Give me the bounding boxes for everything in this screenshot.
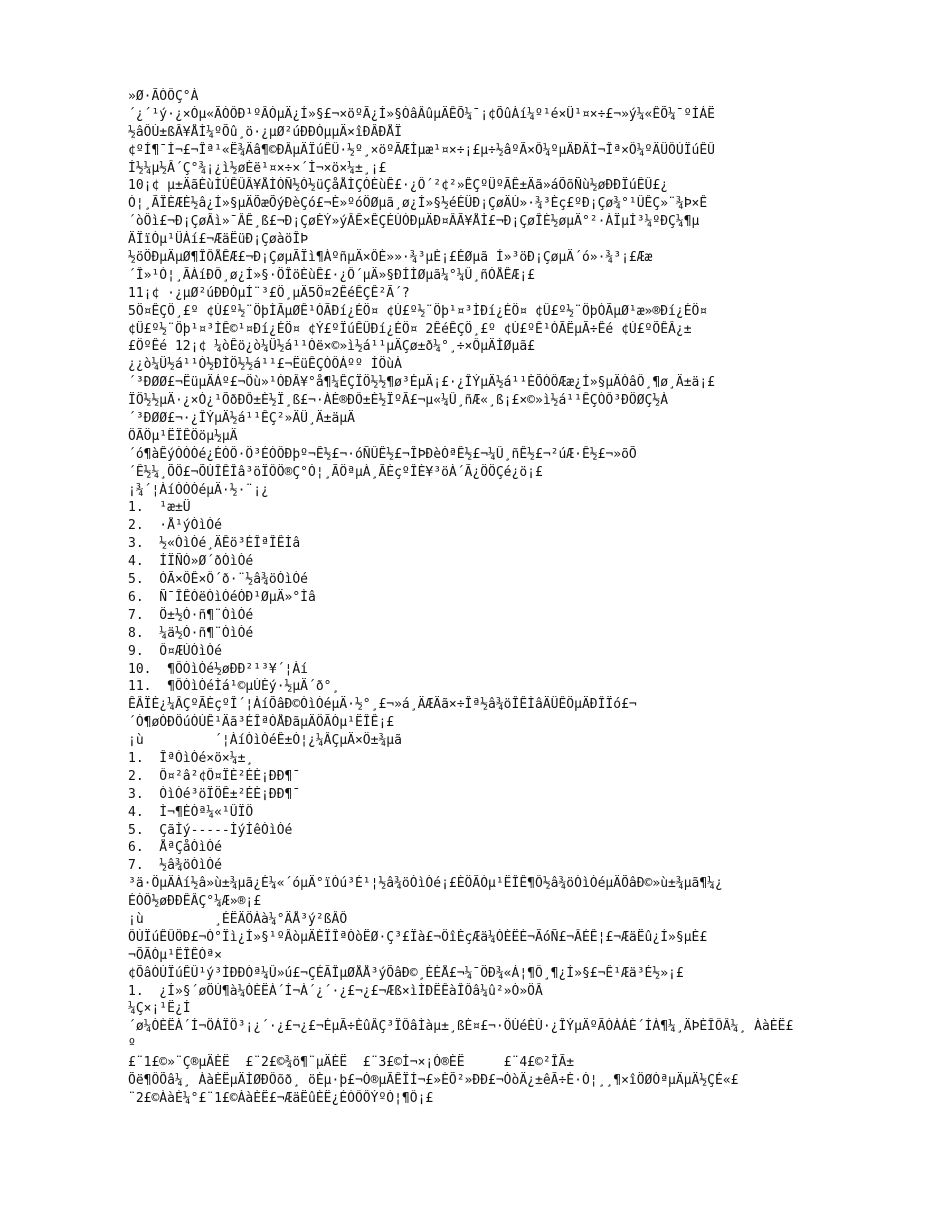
text-line: º <box>128 1037 136 1053</box>
text-line: 2. Ô¤²â²¢Ô¤ÏÈ²ÉÈ¡ÐÐ¶¯ <box>128 768 301 784</box>
text-line: ´ó¶àÊýÒÒÒé¿ÉÒÔ·Ö³ÉÒÔÐþº¬Ê½£¬·óÑÛÊ½£¬ÎÞÐèÒªÊ½£¬¼Û¸ñÊ½£¬²úÆ·Ê½£¬»õÕ <box>128 446 637 462</box>
text-line: ÄÏïÒµ¹ÜÀí£¬ÆäËüÐ¡ÇøàöÎÞ <box>128 232 309 248</box>
text-line: 11. ¶ÔÒìÒéÌá¹©µÚÈý·½µÄ´ð°¸ <box>128 679 340 695</box>
text-line: ´¿´¹ý·¿×Óµ«ÃÒÔÐ¹ºÂÒµÄ¿Í»§£¬×öºÃ¿Í»§ÒâÂûµÄÊÕ¼¯¡¢ÕûÀí¼º¹é×Ü¹¤×÷£¬»ý¼«ÊÕ¼¯ºÍÁË <box>128 106 715 122</box>
text-line: ¿¿ò¼Ü½á¹¹Ó½ÐÌÖ½½á¹¹£¬ËüÊÇÒÔÁºº ÍÖùÀ <box>128 357 402 373</box>
text-line: 11¡¢ ·¿µØ²úÐÐÒµÍ¨³£Ö¸µÄ5Ö¤2ÊéÊÇÊ²Ã´? <box>128 285 410 301</box>
text-line: ÊÂÏÈ¿¼ÂÇºÃÈçºÎ´¦ÀíÕâÐ©ÒìÒéµÄ·½°¸£¬»á¸ÄÆÄã×÷Îª½â¾öÎÊÌâÄÜÊÖµÄÐÎÏó£¬ <box>128 697 637 713</box>
text-line: ³ä·ÖµÄÀí½â»ù±¾µã¿É¼«´óµÄ°ïÓú³É¹¦½â¾öÒìÒé¡£ÈÖÃÒµ¹ËÎÊ¶Ô½â¾öÒìÒéµÄÕâÐ©»ù±¾µã¶¼¿ <box>128 876 723 892</box>
text-line: 1. ÎªÒìÒé×ö×¼±¸ <box>128 750 254 766</box>
text-line: ½âÔÚ±ßÂ¥ÅÌ¼ºÕû¸ö·¿µØ²úÐÐÒµµÄ×îÐÂÐÅÏ <box>128 124 402 140</box>
text-line: ¡¾´¦ÀíÒÒÒéµÄ·½·¨¡¿ <box>128 482 269 498</box>
text-line: 5Ö¤ÊÇÖ¸£º ¢Ù£º½¨ÖþÌÃµØÊ¹ÓÃÐí¿ÉÖ¤ ¢Ú£º½¨Öþ¹¤³ÌÐí¿ÉÖ¤ ¢Û£º½¨ÖþÓÃµØ¹æ»®Ðí¿ÉÖ¤ <box>128 303 708 319</box>
text-line: ´Ê½¼¸ÕÖ£¬ÕÚÎÊÎâ³öÏÔÖ®Ç°Ó¦¸ÃÖªµÀ¸ÃÈçºÎÈ¥³öÀ´Ã¿ÖÖÇé¿ö¡£ <box>128 464 543 480</box>
text-line: ¢Ü£º½¨Öþ¹¤³ÌÊ©¹¤Ðí¿ÉÖ¤ ¢Ý£ºÏúÊÛÐí¿ÉÖ¤ 2ÊéÊÇÖ¸£º ¢Ù£ºÊ¹ÓÃËµÃ÷Êé ¢Ú£ºÕÊÂ¿± <box>128 321 692 337</box>
text-line: 7. ½â¾öÒìÒé <box>128 858 222 874</box>
text-line: ´³ÐØØ£¬ËüµÄÁº£¬Öù»¹ÓÐÂ¥°å¶¼ÊÇÏÖ½½¶ø³ÉµÄ¡£·¿ÎÝµÄ½á¹¹ÈÕÒÔÆæ¿Í»§µÄÒâÔ¸¶ø¸Ä±ä¡£ <box>128 375 715 391</box>
text-line: 3. ÒìÒé³öÏÖÊ±²ÉÈ¡ÐÐ¶¯ <box>128 786 301 802</box>
text-line: ´òÔì£¬Ð¡ÇøÂì»¯ÂÊ¸ß£¬Ð¡ÇøÈÝ»ýÂÊ×ÊÇÉÚÓÐµÄÐ¤ÂÃ¥ÅÌ£¬Ð¡ÇøÎÈ½øµÄ°²·ÀÏµÍ³¼ºÐÇ¼¶µ <box>128 214 700 230</box>
text-line: 3. ½«ÒìÒé¸ÄÊö³ÉÎªÎÊÌâ <box>128 536 301 552</box>
text-line: £¨1£©»¨Ç®µÄÈË £¨2£©¾ö¶¨µÄÈË £¨3£©Í¬×¡Ó®ÈË £¨4£©²ÎÃ± <box>128 1055 575 1071</box>
text-line: 10¡¢ µ±ÄãÈùÌÚÊÛÂ¥ÅÌÒÑ½Ó½üÇåÅÌÇÒÈùÊ£·¿Ô´²¢²»ÊÇºÜºÃÊ±Äã»áÕõÑù½øÐÐÏúÊÛ£¿ <box>128 178 669 194</box>
text-line: 6. ÅªÇåÒìÒé <box>128 840 222 856</box>
text-line: ´Î»¹Ó¦¸ÃÀíÐÔ¸ø¿Í»§·ÖÎöÈùÊ£·¿Ô´µÄ»§ÐÍÌØµã¼°¼Û¸ñÓÅÊÆ¡£ <box>128 267 535 283</box>
text-line: ¡ù ´¦ÀíÒìÒéÊ±Ó¦¿¼ÂÇµÄ×Ö±¾µã <box>128 733 402 749</box>
text-line: »Ø·ÃÒÔÇ°À <box>128 89 199 104</box>
text-line: ÉÒÔ½øÐÐÊÂÇ°¼Æ»®¡£ <box>128 894 262 910</box>
text-line: 6. Ñ¯ÎÊÓëÒìÒéÓÐ¹ØµÄ»°Ìâ <box>128 589 316 605</box>
text-line: 1. ¿Í»§´øÖÚ¶à¼ÒÈËÀ´Í¬À´¿´·¿£¬¿£¬Æß×ìÌÐËÊàÎÔâ¼û²»Ò»ÖÂ <box>128 983 543 999</box>
text-line: ÖÃÖµ¹ËÏÊÖöµ½µÄ <box>128 428 238 444</box>
text-line: 4. ÍÏÑÓ»Ø´ðÒìÒé <box>128 554 254 570</box>
text-line: 10. ¶ÔÒìÒé½øÐÐ²¹³¥´¦Àí <box>128 661 309 677</box>
text-line: 5. ÇãÌý-----ÌýÍêÒìÒé <box>128 822 293 838</box>
text-line: ´ø¼ÒÈËÀ´Í¬ÖÁÏÖ³¡¿´·¿£¬¿£¬ÉµÃ÷ÈûÂÇ³ÏÔâÌàµ±¸ßÈ¤£¬·ÖÚéÈÙ·¿ÎÝµÄºÃÒÀÁÈ´ÍÀ¶¼¸ÄÞÈÎÔÂ¼¸ ÀàÈË£ <box>128 1019 794 1035</box>
text-line: 4. Ì¬¶ÈÒª¼«¹ÛÏÖ <box>128 804 254 820</box>
text-line: 1. ¹æ±Ü <box>128 500 191 516</box>
text-line: 8. ¼ä½Ó·ñ¶¨ÒìÒé <box>128 625 254 641</box>
text-line: ´³ÐØØ£¬·¿ÎÝµÄ½á¹¹ÊÇ²»ÄÜ¸Ä±äµÄ <box>128 411 355 427</box>
text-line: ¡ù ¸ÉËÄÖÀà¼°ÄÅ³ý²ßÂÔ <box>128 911 348 927</box>
text-line: ´Ó¶øÓÐÖúÓÚÊ¹Äã³ÉÎªÓÅÐãµÄÖÃÒµ¹ËÎÊ¡£ <box>128 715 395 731</box>
text-line: ¨2£©ÀàÈ¼°£¨1£©ÀàÈË£¬ÆäËûÈË¿ÉÒÔÔÝºÓ¦¶Ô¡£ <box>128 1090 434 1106</box>
text-line: ÔÚÏúÊÛÖÐ£¬Ó°Ïì¿Í»§¹ºÂòµÄÈÏÎªÒòËØ·Ç³£Ïà£¬ÖîÈçÆä¼ÒÈËÈ¬ÃóÑ£¬ÂÉÊ¦£¬ÆäËû¿Í»§µÈ£ <box>128 929 708 945</box>
text-line: 5. ÓÃ×ÔÊ×Ô´ð·¨½â¾öÒìÒé <box>128 572 309 588</box>
text-line: ½öÖÐµÄµØ¶ÎÔÅÊÆ£¬Ð¡ÇøµÃÏì¶ÀºñµÄ×ÔÈ»»·¾³µÈ¡£ÉØµã Í»³öÐ¡ÇøµÄ´ó»·¾³¡£Ææ <box>128 250 653 266</box>
text-line: ¬ÕÃÒµ¹ËÎÊÒª× <box>128 947 222 963</box>
text-line: 9. Ô¤ÆÚÒìÒé <box>128 643 222 659</box>
text-line: Õë¶ÔÕâ¼¸ ÀàÈËµÄÌØÐÔõð¸ öÈµ·þ£¬Ó®µÃÊÏÍ¬£»ÈÕ²»ÐÐ£¬ÒòÄ¿±êÃ÷È·Ó¦¸¸¶×îÖØÒªµÄµÄ½ÇÉ«£ <box>128 1072 739 1088</box>
text-line: Ó¦¸ÃÏÈÆÈ½â¿Í»§µÄÕæÕýÐèÇó£¬È»ºóÖØµã¸ø¿Í»§½éÉÜÐ¡ÇøÄÚ»·¾³Èç£ºÐ¡Çø¾°¹ÛÊÇ»¨¾Þ×Ê <box>128 196 708 212</box>
text-line: ¢ºÍ¶¯Ì¬£¬Îª¹«Ë¾Äâ¶©ÐÂµÄÏúÊÛ·½º¸×öºÃÆÌµæ¹¤×÷¡£µ÷½âºÃ×Ô¼ºµÄÐÄÌ¬Îª×Ô¼ºÄÜÔÚÏúÊÛ <box>128 142 715 158</box>
text-line: ÏÖ½½µÄ·¿×Ó¿¹ÕðÐÔ±È½Ï¸ß£¬·ÀÈ®ÐÔ±È½ÏºÃ£¬µ«¼Û¸ñÆ«¸ß¡£×©»ì½á¹¹ÊÇÒÔ³ÐÖØÇ½À <box>128 393 669 409</box>
text-line: Í½¼µ½Â´Ç°¾¡¿ì½øÈë¹¤×÷×´Ì¬×ö×¼±¸¡£ <box>128 160 387 176</box>
text-line: 7. Ö±½Ó·ñ¶¨ÒìÒé <box>128 607 254 623</box>
text-line: ¢ÕâÒÚÏúÊÛ¹ý³ÌÐÐÒª¼Û»ú£¬ÇÉÃÎµØÅÅ³ýÕâÐ©¸ÉÈÅ£¬¼¯ÖÐ¾«Á¦¶Ô¸¶¿Í»§£¬Ê¹Æä³É½»¡£ <box>128 965 684 981</box>
text-line: 2. ·Å¹ýÒìÒé <box>128 518 222 534</box>
text-line: £ÖºÊé 12¡¢ ¼òÊö¿ò¼Ü½á¹¹Óë×©»ì½á¹¹µÄÇø±ð¼°¸÷×ÔµÄÌØµã£ <box>128 339 535 355</box>
text-line: ¼Ç×¡¹Ë¿Í <box>128 1001 191 1017</box>
document-body <box>128 88 870 1108</box>
